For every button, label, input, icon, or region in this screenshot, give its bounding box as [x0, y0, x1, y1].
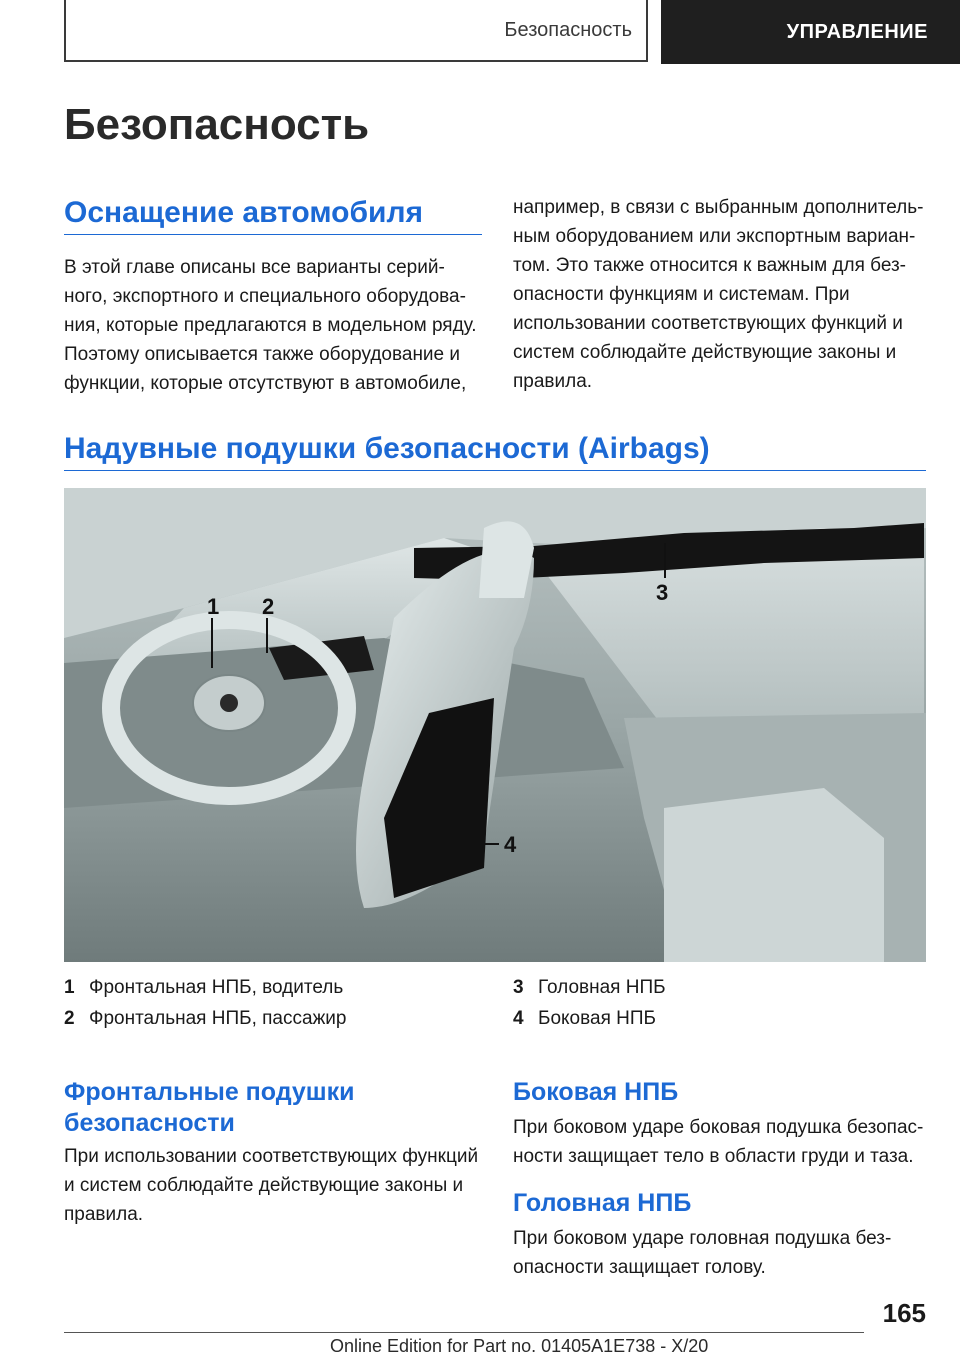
equipment-paragraph-right: например, в связи с выбранным дополнитель- ным оборудованием или экспортным вариан- том. Это также относится к важным для без- опасности функциям и системам. При использовании соответствующих функций и систем соблюдайте действующие законы и правила. — [513, 197, 924, 392]
section-tab-label: Безопасность — [504, 18, 632, 41]
footer-rule — [64, 1332, 864, 1333]
headrest — [479, 521, 534, 598]
legend-text: Фронтальная НПБ, пассажир — [89, 1008, 347, 1029]
callout-label-3: 3 — [656, 580, 669, 605]
airbags-heading: Надувные подушки безопасности (Airbags) — [64, 432, 710, 465]
legend-text: Головная НПБ — [538, 977, 666, 998]
page-number: 165 — [882, 1298, 926, 1328]
callout-label-4: 4 — [504, 832, 517, 857]
callout-label-2: 2 — [262, 594, 275, 619]
legend-number: 1 — [64, 977, 75, 998]
legend-number: 4 — [513, 1008, 524, 1029]
page-title: Безопасность — [64, 100, 370, 149]
rear-seat — [664, 788, 884, 962]
side-airbag-heading: Боковая НПБ — [513, 1078, 679, 1106]
equipment-heading: Оснащение автомобиля — [64, 196, 424, 229]
logo-badge — [220, 694, 238, 712]
callout-label-1: 1 — [207, 594, 220, 619]
legend-number: 3 — [513, 977, 524, 998]
head-airbag-heading: Головная НПБ — [513, 1189, 692, 1217]
equipment-rule — [64, 234, 482, 235]
legend-text: Фронтальная НПБ, водитель — [89, 977, 344, 998]
car-interior-svg — [64, 488, 926, 962]
car-interior-airbag-illustration — [64, 488, 926, 962]
chapter-tab-label: УПРАВЛЕНИЕ — [786, 20, 928, 43]
equipment-paragraph-left: В этой главе описаны все варианты серий- ного, экспортного и специального оборудова- ния, которые предлагаются в модельном ряду. Поэтому описывается также оборудование и функции, которые отсутствуют в автомобиле, — [64, 257, 477, 394]
front-airbags-heading: Фронтальные подушки безопасности — [64, 1078, 355, 1137]
legend-number: 2 — [64, 1008, 75, 1029]
side-airbag-text: При боковом ударе боковая подушка безопас- ности защищает тело в области груди и таза. — [513, 1117, 924, 1167]
legend-text: Боковая НПБ — [538, 1008, 656, 1029]
head-airbag-text: При боковом ударе головная подушка без- опасности защищает голову. — [513, 1228, 892, 1278]
airbags-rule — [64, 470, 926, 471]
chapter-tab — [661, 0, 960, 64]
section-tab — [64, 0, 648, 62]
footer-edition: Online Edition for Part no. 01405A1E738 - X/20 — [330, 1336, 709, 1356]
front-airbags-text: При использовании соответствующих функций и систем соблюдайте действующие законы и правила. — [64, 1146, 479, 1225]
